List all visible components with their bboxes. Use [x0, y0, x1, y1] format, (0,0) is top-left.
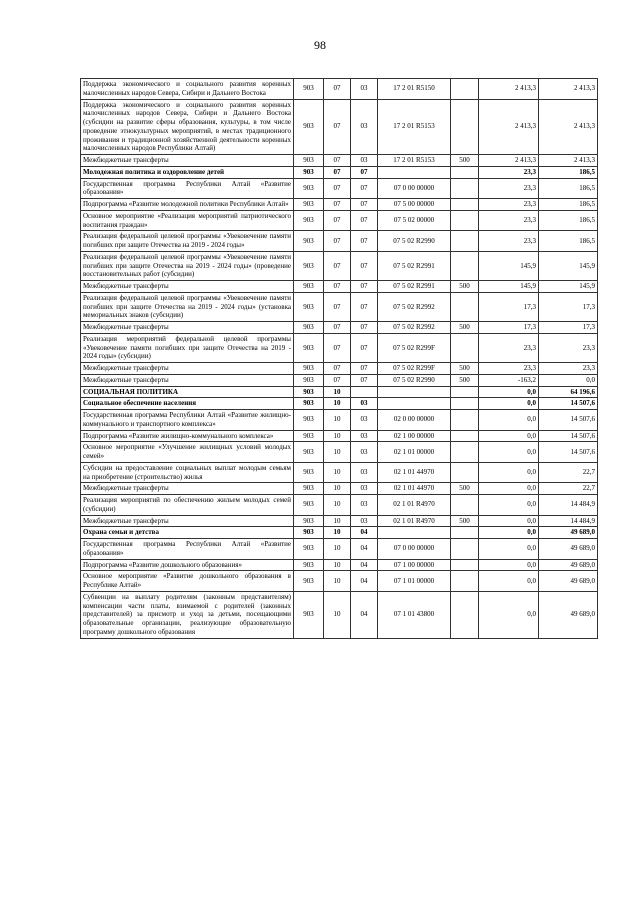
row-name: Государственная программа Республики Алтай «Развитие образования»	[81, 178, 294, 199]
row-section-code: 10	[324, 591, 351, 638]
row-amount-year-2: 49 689,0	[539, 571, 598, 592]
row-expense-type-code	[451, 178, 479, 199]
row-target-article-code: 07 1 01 00000	[378, 571, 451, 592]
row-target-article-code: 07 0 00 00000	[378, 539, 451, 560]
row-amount-year-2: 22,7	[539, 483, 598, 495]
row-section-code: 10	[324, 539, 351, 560]
row-target-article-code: 02 0 00 00000	[378, 410, 451, 431]
row-subsection-code: 04	[351, 539, 378, 560]
row-subsection-code: 03	[351, 462, 378, 483]
row-amount-year-1: 2 413,3	[479, 99, 539, 155]
row-subsection-code: 04	[351, 559, 378, 571]
row-amount-year-1: 0,0	[479, 571, 539, 592]
row-section-code: 07	[324, 281, 351, 293]
table-row	[81, 539, 598, 560]
row-target-article-code: 07 1 01 43800	[378, 591, 451, 638]
row-subsection-code: 03	[351, 398, 378, 410]
row-expense-type-code	[451, 210, 479, 231]
row-section-code: 10	[324, 571, 351, 592]
row-subsection-code: 07	[351, 210, 378, 231]
row-expense-type-code	[451, 231, 479, 252]
row-subsection-code: 07	[351, 178, 378, 199]
table-row	[81, 515, 598, 527]
row-expense-type-code	[451, 79, 479, 100]
table-row	[81, 386, 598, 398]
row-ministry-code: 903	[294, 79, 324, 100]
row-amount-year-2: 145,9	[539, 281, 598, 293]
row-target-article-code: 02 1 01 44970	[378, 462, 451, 483]
row-target-article-code: 02 1 00 00000	[378, 430, 451, 442]
row-expense-type-code	[451, 442, 479, 463]
row-expense-type-code: 500	[451, 322, 479, 334]
row-amount-year-2: 186,5	[539, 166, 598, 178]
row-ministry-code: 903	[294, 442, 324, 463]
row-amount-year-1: 0,0	[479, 410, 539, 431]
row-target-article-code: 07 5 02 00000	[378, 210, 451, 231]
row-ministry-code: 903	[294, 199, 324, 211]
row-section-code: 10	[324, 527, 351, 539]
row-ministry-code: 903	[294, 251, 324, 280]
row-name: Подпрограмма «Развитие молодежной политики Республики Алтай»	[81, 199, 294, 211]
row-subsection-code: 04	[351, 571, 378, 592]
row-expense-type-code: 500	[451, 515, 479, 527]
row-section-code: 10	[324, 410, 351, 431]
row-amount-year-1: 17,3	[479, 322, 539, 334]
row-subsection-code: 04	[351, 527, 378, 539]
row-expense-type-code	[451, 199, 479, 211]
table-row	[81, 166, 598, 178]
row-subsection-code: 03	[351, 483, 378, 495]
row-name: Субсидии на предоставление социальных выплат молодым семьям на приобретение (строительство) жилья	[81, 462, 294, 483]
row-ministry-code: 903	[294, 571, 324, 592]
row-section-code: 07	[324, 251, 351, 280]
row-name: Межбюджетные трансферты	[81, 281, 294, 293]
row-name: Государственная программа Республики Алтай «Развитие жилищно-коммунального и транспортного комплекса»	[81, 410, 294, 431]
row-amount-year-1: 0,0	[479, 495, 539, 516]
table-row	[81, 559, 598, 571]
row-name: Межбюджетные трансферты	[81, 363, 294, 375]
row-ministry-code: 903	[294, 559, 324, 571]
row-name: Поддержка экономического и социального развития коренных малочисленных народов Севера, Сибири и Дальнего Востока (субсидии на развитие сферы образования, культуры, в том числе проведение этнокультурных мероприятий, в местах традиционного проживания и традиционной хозяйственной деятельности коренных малочисленных народов Республики Алтай)	[81, 99, 294, 155]
row-amount-year-1: 0,0	[479, 559, 539, 571]
table-row	[81, 483, 598, 495]
row-amount-year-2: 49 689,0	[539, 527, 598, 539]
row-name: СОЦИАЛЬНАЯ ПОЛИТИКА	[81, 386, 294, 398]
row-ministry-code: 903	[294, 410, 324, 431]
row-amount-year-2: 14 507,6	[539, 430, 598, 442]
row-amount-year-1: 23,3	[479, 333, 539, 362]
row-subsection-code: 03	[351, 442, 378, 463]
row-amount-year-2: 186,5	[539, 178, 598, 199]
row-name: Субвенции на выплату родителям (законным представителям) компенсации части платы, взимаемой с родителей (законных представителей) за присмотр и уход за детьми, посещающими образовательные организации, реализующие образовательную программу дошкольного образования	[81, 591, 294, 638]
table-row	[81, 398, 598, 410]
table-row	[81, 495, 598, 516]
row-amount-year-2: 14 484,9	[539, 495, 598, 516]
row-name: Межбюджетные трансферты	[81, 515, 294, 527]
row-target-article-code: 02 1 01 44970	[378, 483, 451, 495]
row-expense-type-code	[451, 166, 479, 178]
row-name: Государственная программа Республики Алтай «Развитие образования»	[81, 539, 294, 560]
row-section-code: 10	[324, 462, 351, 483]
table-row	[81, 430, 598, 442]
row-amount-year-1: 23,3	[479, 166, 539, 178]
row-amount-year-1: 23,3	[479, 363, 539, 375]
row-section-code: 10	[324, 559, 351, 571]
table-row	[81, 322, 598, 334]
table-row	[81, 462, 598, 483]
row-ministry-code: 903	[294, 430, 324, 442]
row-amount-year-1: 2 413,3	[479, 155, 539, 167]
row-amount-year-2: 64 196,6	[539, 386, 598, 398]
row-section-code: 07	[324, 231, 351, 252]
row-ministry-code: 903	[294, 155, 324, 167]
row-amount-year-1: 0,0	[479, 398, 539, 410]
table-row	[81, 199, 598, 211]
page-number: 98	[314, 38, 326, 52]
table-row	[81, 333, 598, 362]
row-expense-type-code	[451, 495, 479, 516]
row-section-code: 10	[324, 398, 351, 410]
row-ministry-code: 903	[294, 281, 324, 293]
table-row	[81, 155, 598, 167]
row-expense-type-code	[451, 292, 479, 321]
row-ministry-code: 903	[294, 99, 324, 155]
row-amount-year-1: 23,3	[479, 231, 539, 252]
row-amount-year-1: 17,3	[479, 292, 539, 321]
row-expense-type-code	[451, 559, 479, 571]
row-subsection-code: 07	[351, 251, 378, 280]
row-amount-year-2: 49 689,0	[539, 559, 598, 571]
row-name: Поддержка экономического и социального развития коренных малочисленных народов Севера, Сибири и Дальнего Востока	[81, 79, 294, 100]
row-name: Межбюджетные трансферты	[81, 483, 294, 495]
row-target-article-code: 02 1 01 R4970	[378, 495, 451, 516]
row-target-article-code: 17 2 01 R5153	[378, 99, 451, 155]
row-name: Подпрограмма «Развитие жилищно-коммунального комплекса»	[81, 430, 294, 442]
row-target-article-code: 17 2 01 R5150	[378, 79, 451, 100]
row-ministry-code: 903	[294, 322, 324, 334]
table-row	[81, 210, 598, 231]
row-name: Реализация федеральной целевой программы «Увековечение памяти погибших при защите Отечества на 2019 - 2024 годы» (установка мемориальных знаков (субсидии)	[81, 292, 294, 321]
row-section-code: 10	[324, 442, 351, 463]
row-subsection-code: 07	[351, 333, 378, 362]
table-row	[81, 99, 598, 155]
row-amount-year-2: 22,7	[539, 462, 598, 483]
row-amount-year-1: 0,0	[479, 539, 539, 560]
row-ministry-code: 903	[294, 398, 324, 410]
row-subsection-code: 07	[351, 166, 378, 178]
row-amount-year-2: 49 689,0	[539, 591, 598, 638]
row-subsection-code: 07	[351, 374, 378, 386]
row-subsection-code: 03	[351, 410, 378, 431]
row-amount-year-2: 0,0	[539, 374, 598, 386]
row-amount-year-2: 49 689,0	[539, 539, 598, 560]
row-expense-type-code: 500	[451, 155, 479, 167]
row-target-article-code: 07 5 00 00000	[378, 199, 451, 211]
row-ministry-code: 903	[294, 527, 324, 539]
row-target-article-code: 07 5 02 R299F	[378, 333, 451, 362]
row-name: Основное мероприятие «Развитие дошкольного образования в Республике Алтай»	[81, 571, 294, 592]
row-amount-year-2: 17,3	[539, 322, 598, 334]
row-target-article-code: 07 5 02 R2990	[378, 231, 451, 252]
row-section-code: 07	[324, 178, 351, 199]
row-section-code: 07	[324, 155, 351, 167]
row-subsection-code: 03	[351, 99, 378, 155]
row-name: Социальное обеспечение населения	[81, 398, 294, 410]
row-amount-year-1: 23,3	[479, 178, 539, 199]
row-ministry-code: 903	[294, 591, 324, 638]
row-ministry-code: 903	[294, 495, 324, 516]
row-amount-year-1: 0,0	[479, 591, 539, 638]
row-amount-year-1: 0,0	[479, 386, 539, 398]
row-amount-year-1: 23,3	[479, 199, 539, 211]
row-name: Подпрограмма «Развитие дошкольного образования»	[81, 559, 294, 571]
row-expense-type-code	[451, 251, 479, 280]
row-expense-type-code	[451, 386, 479, 398]
row-amount-year-2: 14 507,6	[539, 398, 598, 410]
row-expense-type-code	[451, 99, 479, 155]
row-target-article-code	[378, 166, 451, 178]
row-ministry-code: 903	[294, 515, 324, 527]
table-row	[81, 178, 598, 199]
row-target-article-code	[378, 527, 451, 539]
row-subsection-code: 07	[351, 281, 378, 293]
row-ministry-code: 903	[294, 333, 324, 362]
row-name: Реализация мероприятий федеральной целевой программы «Увековечение памяти погибших при защите Отечества на 2019 - 2024 годы» (субсидии)	[81, 333, 294, 362]
row-amount-year-2: 2 413,3	[539, 155, 598, 167]
row-expense-type-code: 500	[451, 374, 479, 386]
row-expense-type-code	[451, 398, 479, 410]
table-row	[81, 292, 598, 321]
row-name: Реализация федеральной целевой программы «Увековечение памяти погибших при защите Отечества на 2019 - 2024 годы» (проведение восстановительных работ (субсидии)	[81, 251, 294, 280]
row-target-article-code: 07 5 02 R2992	[378, 322, 451, 334]
row-section-code: 07	[324, 292, 351, 321]
row-amount-year-2: 186,5	[539, 199, 598, 211]
row-section-code: 10	[324, 515, 351, 527]
row-amount-year-1: 2 413,3	[479, 79, 539, 100]
row-section-code: 07	[324, 199, 351, 211]
row-expense-type-code: 500	[451, 363, 479, 375]
row-amount-year-1: 0,0	[479, 483, 539, 495]
row-amount-year-2: 186,5	[539, 210, 598, 231]
row-section-code: 07	[324, 166, 351, 178]
row-amount-year-2: 23,3	[539, 333, 598, 362]
row-amount-year-2: 2 413,3	[539, 99, 598, 155]
row-amount-year-2: 14 507,6	[539, 410, 598, 431]
row-section-code: 10	[324, 483, 351, 495]
row-amount-year-1: 23,3	[479, 210, 539, 231]
row-section-code: 10	[324, 386, 351, 398]
table-row	[81, 231, 598, 252]
row-section-code: 07	[324, 322, 351, 334]
row-target-article-code: 07 1 00 00000	[378, 559, 451, 571]
row-expense-type-code: 500	[451, 483, 479, 495]
row-name: Охрана семьи и детства	[81, 527, 294, 539]
row-expense-type-code	[451, 410, 479, 431]
row-expense-type-code	[451, 430, 479, 442]
row-target-article-code	[378, 398, 451, 410]
row-subsection-code: 03	[351, 430, 378, 442]
row-name: Основное мероприятие «Реализация мероприятий патриотического воспитания граждан»	[81, 210, 294, 231]
row-expense-type-code: 500	[451, 281, 479, 293]
row-ministry-code: 903	[294, 166, 324, 178]
table-row	[81, 527, 598, 539]
table-row	[81, 410, 598, 431]
row-subsection-code: 07	[351, 322, 378, 334]
row-expense-type-code	[451, 333, 479, 362]
row-amount-year-1: 145,9	[479, 251, 539, 280]
table-row	[81, 591, 598, 638]
row-ministry-code: 903	[294, 363, 324, 375]
row-subsection-code: 03	[351, 155, 378, 167]
row-subsection-code: 03	[351, 495, 378, 516]
row-ministry-code: 903	[294, 483, 324, 495]
row-section-code: 07	[324, 374, 351, 386]
row-ministry-code: 903	[294, 210, 324, 231]
row-ministry-code: 903	[294, 374, 324, 386]
row-expense-type-code	[451, 591, 479, 638]
row-subsection-code: 07	[351, 199, 378, 211]
row-amount-year-1: 145,9	[479, 281, 539, 293]
row-subsection-code: 07	[351, 292, 378, 321]
row-expense-type-code	[451, 539, 479, 560]
row-subsection-code: 07	[351, 231, 378, 252]
row-amount-year-2: 17,3	[539, 292, 598, 321]
row-target-article-code: 02 1 01 00000	[378, 442, 451, 463]
budget-table	[80, 78, 598, 639]
row-section-code: 07	[324, 333, 351, 362]
row-amount-year-1: 0,0	[479, 462, 539, 483]
row-amount-year-1: 0,0	[479, 442, 539, 463]
row-amount-year-1: -163,2	[479, 374, 539, 386]
row-name: Реализация мероприятий по обеспечению жильем молодых семей (субсидии)	[81, 495, 294, 516]
row-ministry-code: 903	[294, 292, 324, 321]
table-row	[81, 281, 598, 293]
row-target-article-code: 07 5 02 R299F	[378, 363, 451, 375]
row-subsection-code	[351, 386, 378, 398]
row-amount-year-2: 186,5	[539, 231, 598, 252]
row-subsection-code: 03	[351, 515, 378, 527]
row-subsection-code: 04	[351, 591, 378, 638]
row-section-code: 07	[324, 210, 351, 231]
row-amount-year-1: 0,0	[479, 527, 539, 539]
row-amount-year-2: 14 484,9	[539, 515, 598, 527]
row-name: Межбюджетные трансферты	[81, 322, 294, 334]
row-target-article-code: 07 0 00 00000	[378, 178, 451, 199]
row-name: Межбюджетные трансферты	[81, 374, 294, 386]
row-subsection-code: 03	[351, 79, 378, 100]
row-target-article-code: 07 5 02 R2991	[378, 251, 451, 280]
table-row	[81, 79, 598, 100]
row-name: Молодежная политика и оздоровление детей	[81, 166, 294, 178]
row-amount-year-2: 23,3	[539, 363, 598, 375]
row-expense-type-code	[451, 527, 479, 539]
row-amount-year-1: 0,0	[479, 515, 539, 527]
row-amount-year-2: 14 507,6	[539, 442, 598, 463]
row-name: Реализация федеральной целевой программы «Увековечение памяти погибших при защите Отечества на 2019 - 2024 годы»	[81, 231, 294, 252]
row-ministry-code: 903	[294, 231, 324, 252]
row-section-code: 07	[324, 99, 351, 155]
row-target-article-code: 02 1 01 R4970	[378, 515, 451, 527]
row-ministry-code: 903	[294, 462, 324, 483]
table-row	[81, 251, 598, 280]
row-name: Межбюджетные трансферты	[81, 155, 294, 167]
row-ministry-code: 903	[294, 386, 324, 398]
row-target-article-code: 07 5 02 R2990	[378, 374, 451, 386]
row-expense-type-code	[451, 571, 479, 592]
row-amount-year-1: 0,0	[479, 430, 539, 442]
row-target-article-code: 07 5 02 R2992	[378, 292, 451, 321]
row-amount-year-2: 145,9	[539, 251, 598, 280]
row-expense-type-code	[451, 462, 479, 483]
row-target-article-code	[378, 386, 451, 398]
table-row	[81, 374, 598, 386]
row-ministry-code: 903	[294, 178, 324, 199]
table-row	[81, 442, 598, 463]
row-section-code: 10	[324, 495, 351, 516]
row-section-code: 07	[324, 363, 351, 375]
row-target-article-code: 07 5 02 R2991	[378, 281, 451, 293]
row-ministry-code: 903	[294, 539, 324, 560]
table-row	[81, 571, 598, 592]
row-target-article-code: 17 2 01 R5153	[378, 155, 451, 167]
table-row	[81, 363, 598, 375]
row-subsection-code: 07	[351, 363, 378, 375]
row-section-code: 07	[324, 79, 351, 100]
row-amount-year-2: 2 413,3	[539, 79, 598, 100]
row-section-code: 10	[324, 430, 351, 442]
row-name: Основное мероприятие «Улучшение жилищных условий молодых семей»	[81, 442, 294, 463]
